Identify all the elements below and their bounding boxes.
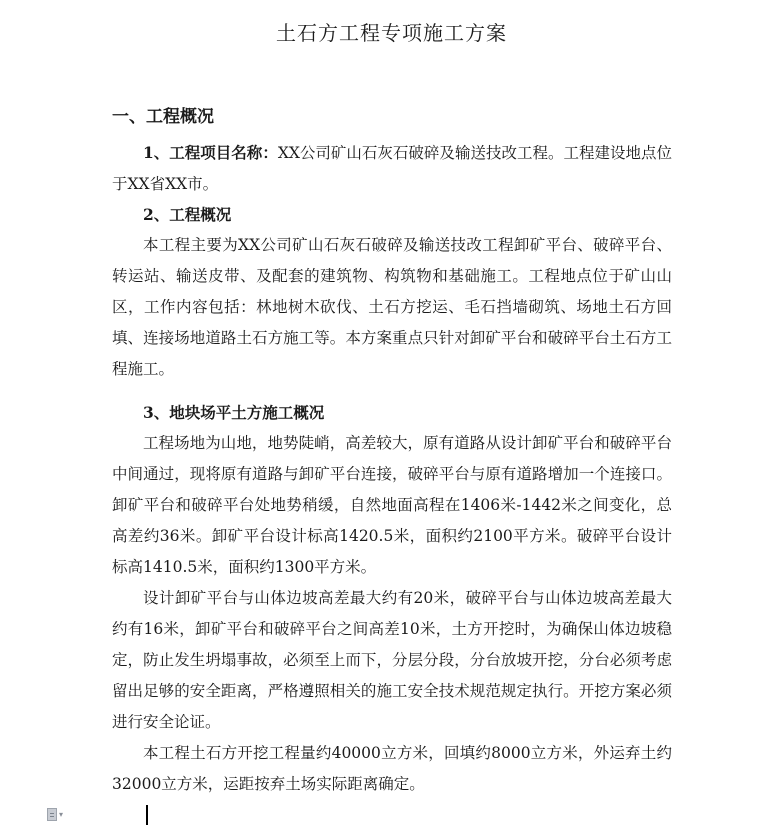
item3-block: [112, 397, 672, 800]
item3-heading: 3、地块场平土方施工概况: [143, 403, 325, 422]
chevron-down-icon: ▾: [59, 809, 64, 819]
paste-options-button[interactable]: [47, 806, 77, 822]
item1-text: XX公司矿山石灰石破碎及输送技改工程。工程建设地点位于XX省XX市。: [112, 144, 672, 193]
section-heading-overview: 一、工程概况: [112, 107, 214, 127]
item3-paragraph-1: 工程场地为山地，地势陡峭，高差较大，原有道路从设计卸矿平台和破碎平台中间通过，现将原有道路与卸矿平台连接，破碎平台与原有道路增加一个连接口。卸矿平台和破碎平台处地势稍缓，自然地面高程在1406米-1442米之间变化，总高差约36米。卸矿平台设计标高1420.5米，面积约2100平方米。破碎平台设计标高1410.5米，面积约1300平方米。: [112, 434, 672, 576]
item1-lead: 1、工程项目名称：: [143, 143, 278, 162]
document-title: 土石方工程专项施工方案: [276, 21, 507, 45]
item2-block: [112, 199, 672, 385]
item2-paragraph: 本工程主要为XX公司矿山石灰石破碎及输送技改工程卸矿平台、破碎平台、转运站、输送皮带、及配套的建筑物、构筑物和基础施工。工程地点位于矿山山区，工作内容包括：林地树木砍伐、土石方挖运、毛石挡墙砌筑、场地土石方回填、连接场地道路土石方施工等。本方案重点只针对卸矿平台和破碎平台土石方工程施工。: [112, 236, 672, 378]
item3-paragraph-3: 本工程土石方开挖工程量约40000立方米，回填约8000立方米，外运弃土约32000立方米，运距按弃土场实际距离确定。: [112, 744, 672, 793]
item2-heading: 2、工程概况: [143, 205, 232, 224]
document-icon: [47, 808, 57, 821]
item3-paragraph-2: 设计卸矿平台与山体边坡高差最大约有20米，破碎平台与山体边坡高差最大约有16米，卸矿平台和破碎平台之间高差10米，土方开挖时，为确保山体边坡稳定，防止发生坍塌事故，必须至上而下，分层分段，分台放坡开挖，分台必须考虑留出足够的安全距离，严格遵照相关的施工安全技术规范规定执行。开挖方案必须进行安全论证。: [112, 589, 672, 731]
text-cursor: [146, 805, 148, 825]
item1-paragraph: [112, 137, 672, 200]
item1-block: [112, 137, 672, 200]
